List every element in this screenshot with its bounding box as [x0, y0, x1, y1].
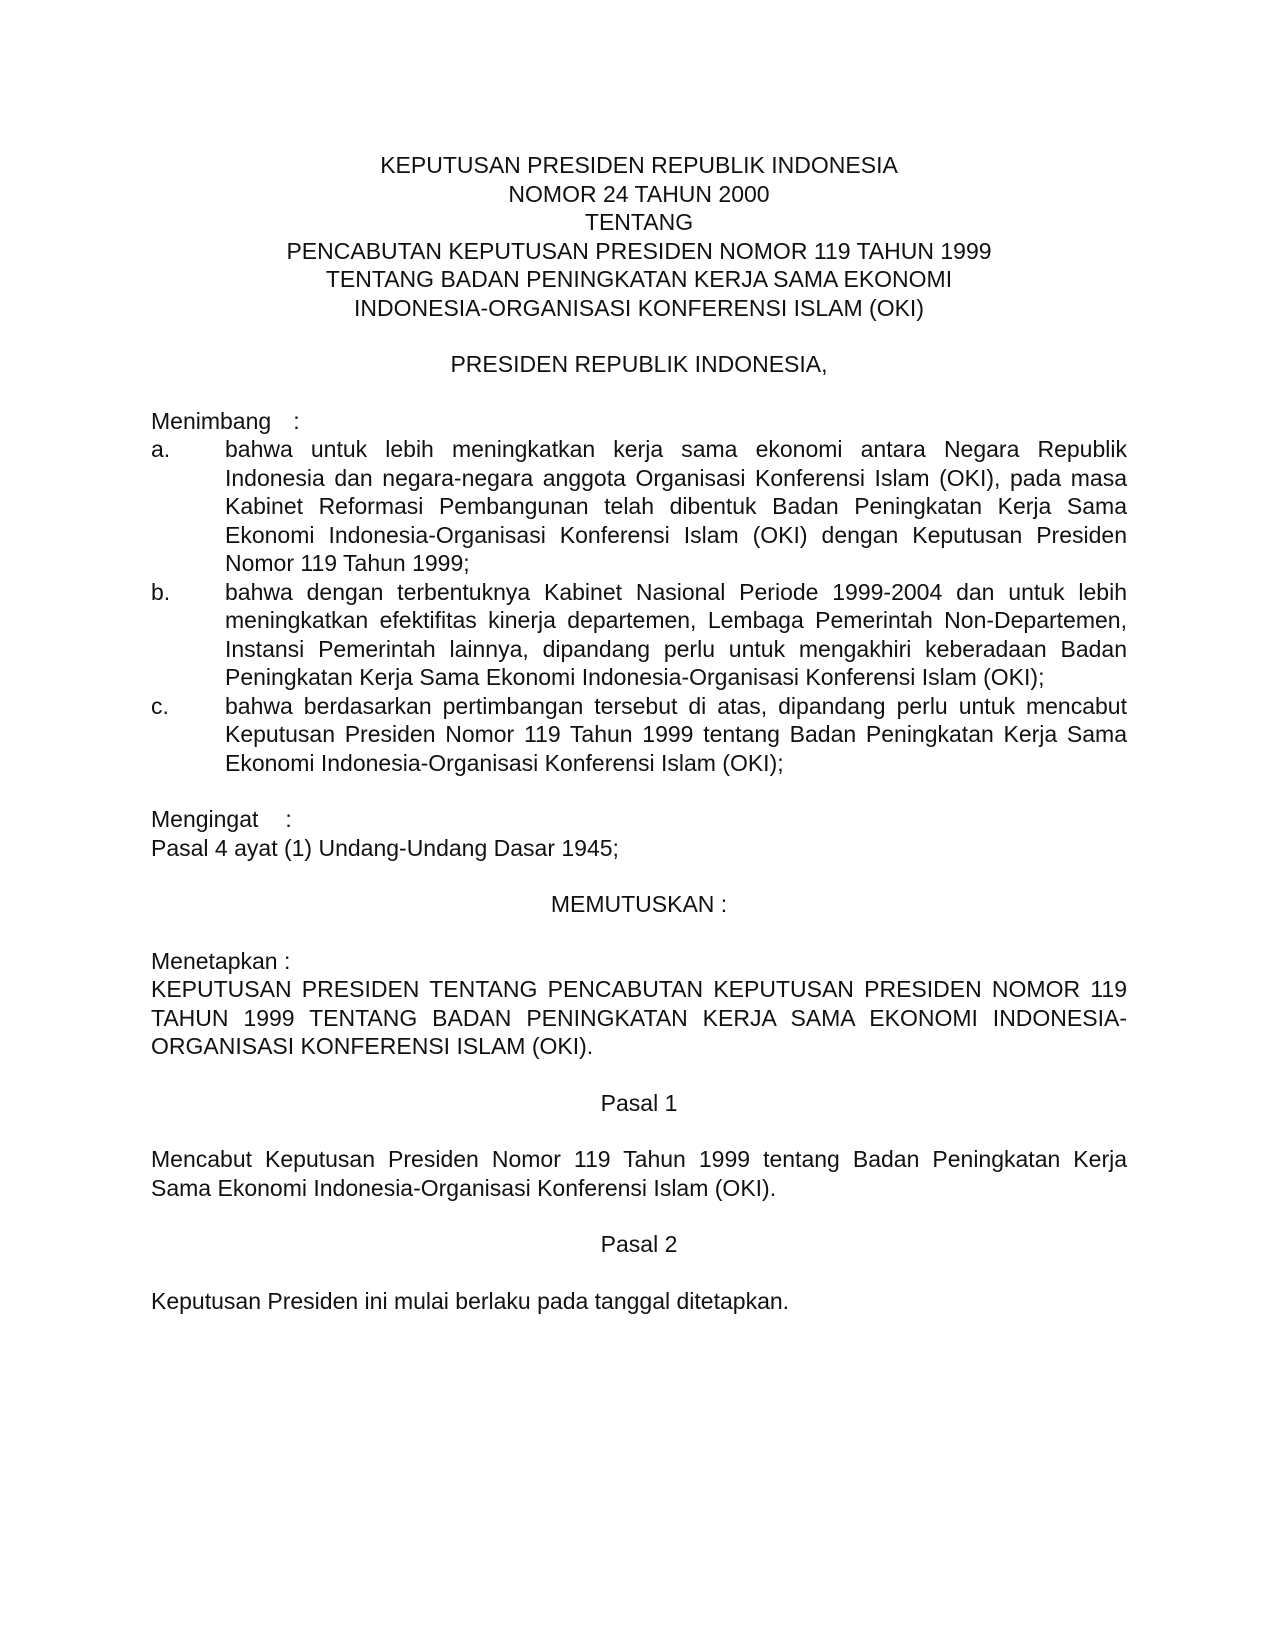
- menimbang-item: [151, 692, 1127, 778]
- menetapkan-label: Menetapkan :: [151, 947, 291, 974]
- document-page: [151, 151, 1127, 1315]
- document-title: [151, 151, 1127, 322]
- president-heading: PRESIDEN REPUBLIK INDONESIA,: [450, 351, 828, 377]
- title-line: TENTANG: [584, 209, 694, 235]
- menimbang-label-row: [151, 407, 1127, 436]
- item-text: bahwa untuk lebih meningkatkan kerja sama ekonomi antara Negara Republik Indonesia dan negara-negara anggota Organisasi Konferensi Islam (OKI), pada masa Kabinet Reformasi Pembangunan telah dibentuk Badan Peningkatan Kerja Sama Ekonomi Indonesia-Organisasi Konferensi Islam (OKI) dengan Keputusan Presiden Nomor 119 Tahun 1999;: [225, 436, 1127, 576]
- item-text: bahwa berdasarkan pertimbangan tersebut di atas, dipandang perlu untuk mencabut Keputusan Presiden Nomor 119 Tahun 1999 tentang Badan Peningkatan Kerja Sama Ekonomi Indonesia-Organisasi Konferensi Islam (OKI);: [225, 692, 1127, 776]
- menimbang-label: Menimbang: [151, 407, 272, 434]
- item-marker: c.: [151, 692, 169, 719]
- item-marker: b.: [151, 578, 171, 605]
- mengingat-label: Mengingat: [151, 806, 259, 832]
- title-line: INDONESIA-ORGANISASI KONFERENSI ISLAM (OKI): [354, 294, 924, 321]
- title-line: KEPUTUSAN PRESIDEN REPUBLIK INDONESIA: [380, 152, 898, 178]
- mengingat-text: Pasal 4 ayat (1) Undang-Undang Dasar 1945;: [151, 834, 619, 861]
- memutuskan-heading: MEMUTUSKAN :: [550, 891, 728, 917]
- pasal-1-heading: Pasal 1: [600, 1089, 678, 1116]
- title-line: NOMOR 24 TAHUN 2000: [508, 180, 770, 207]
- menimbang-colon: :: [293, 407, 300, 434]
- pasal-2-text: Keputusan Presiden ini mulai berlaku pada tanggal ditetapkan.: [151, 1287, 790, 1314]
- title-line: TENTANG BADAN PENINGKATAN KERJA SAMA EKONOMI: [325, 266, 953, 292]
- menimbang-item: [151, 578, 1127, 692]
- menimbang-item: [151, 435, 1127, 578]
- menetapkan-text: KEPUTUSAN PRESIDEN TENTANG PENCABUTAN KEPUTUSAN PRESIDEN NOMOR 119 TAHUN 1999 TENTANG BADAN PENINGKATAN KERJA SAMA EKONOMI INDONESIA-ORGANISASI KONFERENSI ISLAM (OKI).: [151, 976, 1127, 1059]
- mengingat-colon: :: [285, 806, 292, 832]
- item-text: bahwa dengan terbentuknya Kabinet Nasional Periode 1999-2004 dan untuk lebih meningkatkan efektifitas kinerja departemen, Lembaga Pemerintah Non-Departemen, Instansi Pemerintah lainnya, dipandang perlu untuk mengakhiri keberadaan Badan Peningkatan Kerja Sama Ekonomi Indonesia-Organisasi Konferensi Islam (OKI);: [225, 578, 1127, 690]
- title-line: PENCABUTAN KEPUTUSAN PRESIDEN NOMOR 119 TAHUN 1999: [286, 237, 992, 264]
- mengingat-label-row: [151, 805, 1127, 834]
- item-marker: a.: [151, 436, 171, 462]
- pasal-1-text: Mencabut Keputusan Presiden Nomor 119 Tahun 1999 tentang Badan Peningkatan Kerja Sama Ekonomi Indonesia-Organisasi Konferensi Islam (OKI).: [151, 1146, 1127, 1201]
- pasal-2-heading: Pasal 2: [600, 1231, 678, 1257]
